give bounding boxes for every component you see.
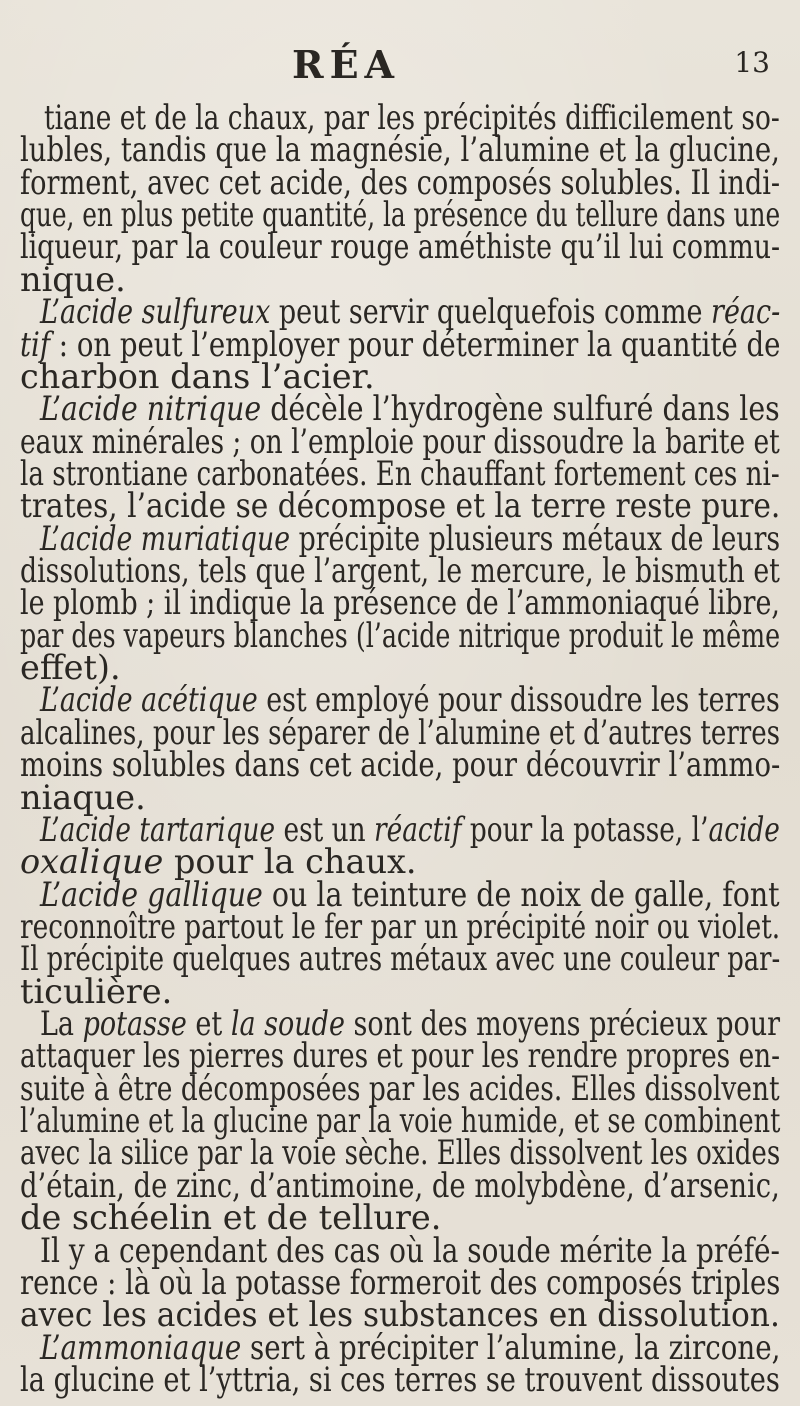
text-run: que, en plus petite quantité, la présence du tellure dans une (20, 195, 781, 235)
text-run: forment, avec cet acide, des composés solubles. Il indi- (20, 162, 781, 202)
text-run: précipite plusieurs métaux de leurs (290, 518, 781, 558)
text-run: : on peut l’employer pour déterminer la quantité de (50, 324, 781, 364)
text-run: dissolutions, tels que l’argent, le mercure, le bismuth et (20, 551, 780, 591)
text-run: lubles, tandis que la magnésie, l’alumine et la glucine, (20, 130, 780, 170)
italic-term: potasse (82, 1004, 187, 1044)
italic-term: la soude (230, 1004, 345, 1044)
text-run: attaquer les pierres dures et pour les rendre propres en- (20, 1036, 781, 1076)
text-run: charbon dans l’acier. (20, 356, 375, 396)
italic-term: L’acide nitrique (40, 389, 262, 429)
text-run: rence : là où la potasse formeroit des composés triples (20, 1262, 781, 1302)
text-run: de schéelin et de tellure. (20, 1198, 442, 1238)
text-run: sert à précipiter l’alumine, la zircone, (241, 1327, 781, 1367)
text-run: avec la silice par la voie sèche. Elles dissolvent les oxides (20, 1133, 781, 1173)
text-run: alcalines, pour les séparer de l’alumine et d’autres terres (20, 712, 781, 752)
text-run: pour la potasse, l’ (461, 809, 709, 849)
page-number: 13 (734, 46, 770, 79)
text-run: est employé pour dissoudre les terres (257, 680, 780, 720)
text-run: ou la teinture de noix de galle, font (262, 874, 780, 914)
text-run: niaque. (20, 777, 146, 817)
text-run: nique. (20, 259, 126, 299)
italic-term: L’acide gallique (40, 874, 263, 914)
text-run: trates, l’acide se décompose et la terre reste pure. (20, 486, 781, 526)
text-line (20, 1360, 780, 1400)
text-run: l’alumine et la glucine par la voie humide, et se combinent (20, 1101, 781, 1141)
running-title: RÉA (292, 42, 401, 87)
text-run: peut servir quelquefois comme (270, 292, 712, 332)
italic-term: acide (708, 809, 780, 849)
italic-term: L’acide tartarique (40, 809, 276, 849)
text-run: eaux minérales ; on l’emploie pour dissoudre la barite et (20, 421, 780, 461)
italic-term: L’ammoniaque (40, 1327, 242, 1367)
text-run: d’étain, de zinc, d’antimoine, de molybdène, d’arsenic, (20, 1165, 780, 1205)
italic-term: tif (20, 324, 51, 364)
text-run: liqueur, par la couleur rouge améthiste qu’il lui commu- (20, 227, 781, 267)
page-header (0, 42, 800, 92)
italic-term: L’acide sulfureux (40, 292, 271, 332)
text-run: Il y a cependant des cas où la soude mérite la préfé- (40, 1230, 780, 1270)
text-run: et (186, 1004, 231, 1044)
text-run: reconnoître partout le fer par un précipité noir ou violet. (20, 906, 781, 946)
text-run: décèle l’hydrogène sulfuré dans les (261, 389, 780, 429)
text-run: par des vapeurs blanches (l’acide nitrique produit le même (20, 615, 781, 655)
italic-term: L’acide muriatique (40, 518, 291, 558)
text-run: effet). (20, 648, 121, 688)
text-run: le plomb ; il indique la présence de l’ammoniaqué libre, (20, 583, 780, 623)
text-run: ticulière. (20, 971, 173, 1011)
text-run: suite à être décomposées par les acides. Elles dissolvent (20, 1068, 780, 1108)
text-run: est un (275, 809, 374, 849)
text-run: tiane et de la chaux, par les précipités difficilement so- (44, 98, 780, 137)
text-line (20, 227, 780, 267)
italic-term: réactif (373, 809, 462, 849)
text-line (20, 616, 780, 656)
text-run: pour la chaux. (163, 842, 417, 882)
text-run: La (40, 1004, 83, 1044)
text-run: sont des moyens précieux pour (344, 1004, 781, 1044)
text-run: avec les acides et les substances en dissolution. (20, 1295, 780, 1335)
italic-term: réac- (711, 292, 781, 332)
text-run: moins solubles dans cet acide, pour découvrir l’ammo- (20, 745, 781, 785)
text-run: Il précipite quelques autres métaux avec une couleur par- (20, 939, 781, 979)
text-run: la strontiane carbonatées. En chauffant fortement ces ni- (20, 453, 780, 493)
italic-term: L’acide acétique (40, 680, 258, 720)
text-run: la glucine et l’yttria, si ces terres se trouvent dissoutes (20, 1360, 780, 1399)
italic-term: oxalique (20, 842, 164, 882)
